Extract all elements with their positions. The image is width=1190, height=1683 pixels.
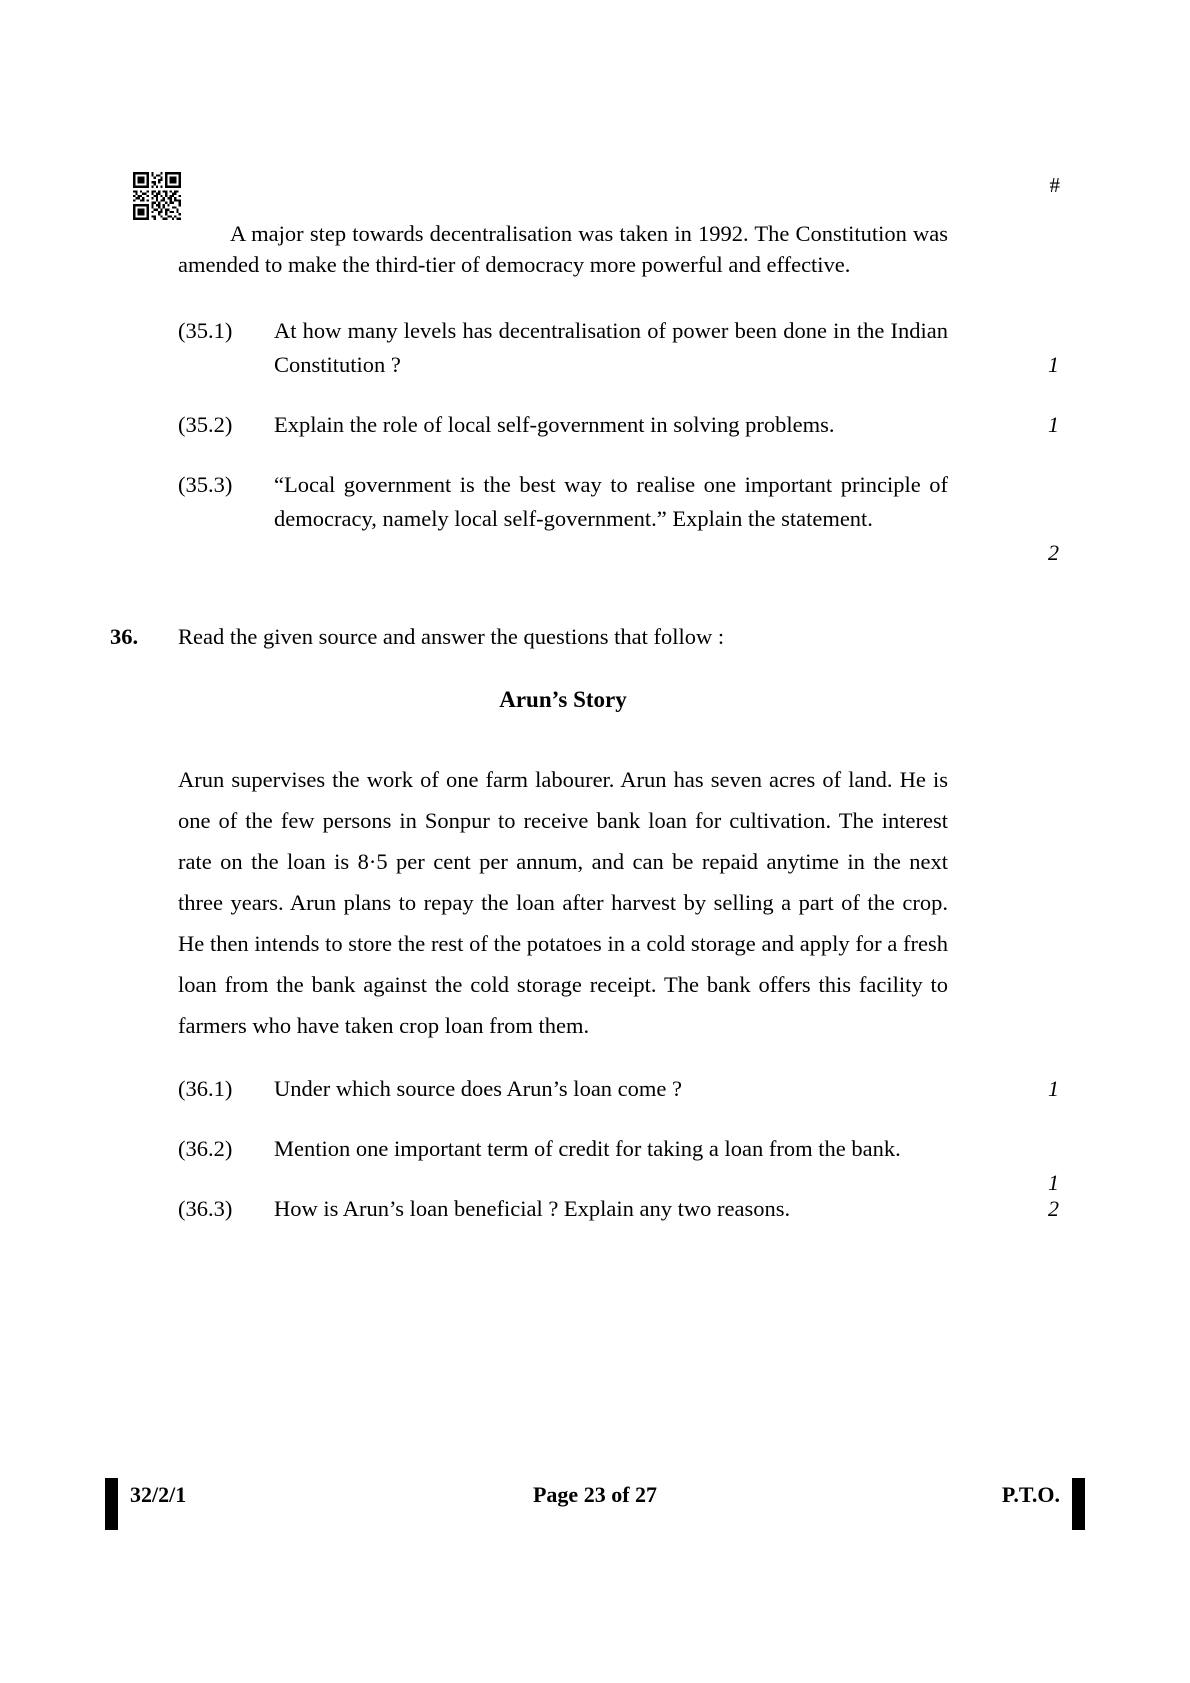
page-number-label: Page 23 of 27 [532, 1482, 658, 1507]
marks-value: 1 [1048, 1076, 1059, 1101]
question-instruction: Read the given source and answer the questions that follow : [178, 624, 725, 649]
sub-question-number: (35.2) [178, 412, 233, 437]
sub-question-number: (36.3) [178, 1196, 233, 1221]
intro-paragraph: A major step towards decentralisation was taken in 1992. The Constitution was amended to make the third-tier of democracy more powerful and effective. [178, 221, 948, 277]
sub-question-number: (36.2) [178, 1136, 233, 1161]
content-column [110, 218, 1059, 1226]
source-passage: Arun supervises the work of one farm labourer. Arun has seven acres of land. He is one of the few persons in Sonpur to receive bank loan for cultivation. The interest rate on the loan is 8·5 per cent per annum, and can be repaid anytime in the next three years. Arun plans to repay the loan after harvest by selling a part of the crop. He then intends to store the rest of the potatoes in a cold storage and apply for a fresh loan from the bank against the cold storage receipt. The bank offers this facility to farmers who have taken crop loan from them. [178, 767, 948, 1038]
sub-question-36-2 [178, 1132, 1059, 1195]
question-number: 36. [110, 624, 139, 649]
sub-question-text: “Local government is the best way to realise one important principle of democracy, namely local self-government.” Explain the statement. [274, 472, 948, 531]
marks-value: 2 [1048, 540, 1059, 565]
question-36-heading [110, 620, 948, 653]
sub-question-number: (35.3) [178, 472, 233, 497]
marks-value: 1 [1048, 1170, 1059, 1195]
marks-value: 2 [1048, 1196, 1059, 1221]
sub-question-35-3 [178, 468, 1059, 565]
marks-value: 1 [1048, 352, 1059, 377]
sub-question-text: Mention one important term of credit for taking a loan from the bank. [274, 1136, 901, 1161]
paper-code: 32/2/1 [130, 1482, 187, 1507]
sub-question-text: At how many levels has decentralisation of power been done in the Indian Constitution ? [274, 318, 948, 377]
page-footer [0, 1478, 1190, 1528]
sub-question-number: (36.1) [178, 1076, 233, 1101]
sub-question-36-1 [178, 1072, 1059, 1106]
sub-question-text: How is Arun’s loan beneficial ? Explain any two reasons. [274, 1196, 791, 1221]
sub-question-number: (35.1) [178, 318, 233, 343]
sub-question-35-2 [178, 408, 1059, 442]
sub-question-35-1 [178, 314, 1059, 382]
hash-mark: # [1049, 173, 1060, 197]
marks-value: 1 [1048, 412, 1059, 437]
sub-question-text: Under which source does Arun’s loan come ? [274, 1076, 683, 1101]
pto-label: P.T.O. [1001, 1482, 1060, 1507]
source-title: Arun’s Story [499, 687, 627, 712]
sub-question-text: Explain the role of local self-government in solving problems. [274, 412, 835, 437]
qr-code-icon [133, 172, 181, 220]
sub-question-36-3 [178, 1192, 1059, 1226]
